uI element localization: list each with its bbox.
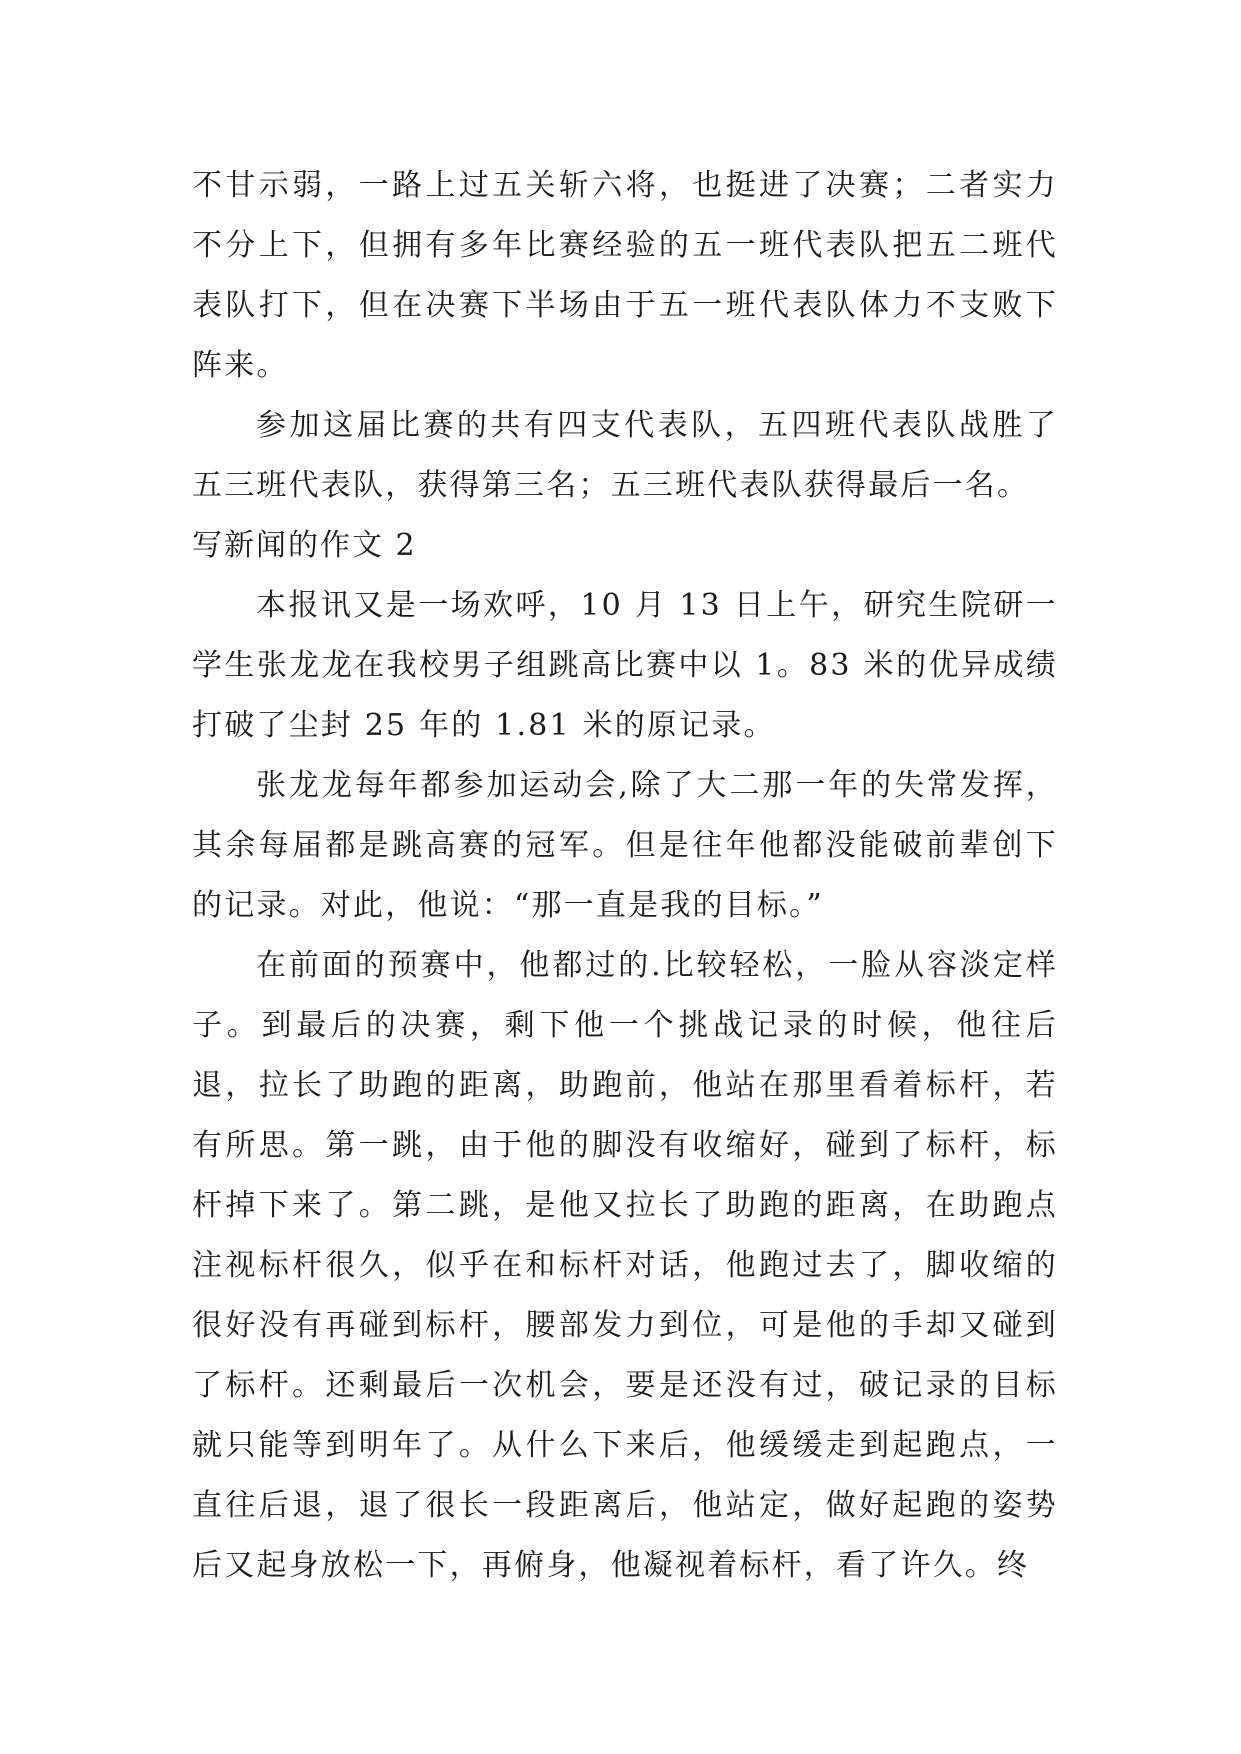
document-body: [192, 156, 1058, 1596]
paragraph-athlete-background: 张龙龙每年都参加运动会,除了大二那一年的失常发挥，其余每届都是跳高赛的冠军。但是往年他都没能破前辈创下的记录。对此，他说：“那一直是我的目标。”: [192, 768, 1058, 923]
paragraph-final-ranking: 参加这届比赛的共有四支代表队，五四班代表队战胜了五三班代表队，获得第三名；五三班代表队获得最后一名。: [192, 408, 1058, 503]
paragraph-competition-narrative: 在前面的预赛中，他都过的.比较轻松，一脸从容淡定样子。到最后的决赛，剩下他一个挑战记录的时候，他往后退，拉长了助跑的距离，助跑前，他站在那里看着标杆，若有所思。第一跳，由于他的脚没有收缩好，碰到了标杆，标杆掉下来了。第二跳，是他又拉长了助跑的距离，在助跑点注视标杆很久，似乎在和标杆对话，他跑过去了，脚收缩的很好没有再碰到标杆，腰部发力到位，可是他的手却又碰到了标杆。还剩最后一次机会，要是还没有过，破记录的目标就只能等到明年了。从什么下来后，他缓缓走到起跑点，一直往后退，退了很长一段距离后，他站定，做好起跑的姿势后又起身放松一下，再俯身，他凝视着标杆，看了许久。终: [192, 948, 1058, 1583]
essay-heading: 写新闻的作文 2: [192, 528, 417, 563]
paragraph-news-lead: 本报讯又是一场欢呼，10 月 13 日上午，研究生院研一学生张龙龙在我校男子组跳高比赛中以 1。83 米的优异成绩打破了尘封 25 年的 1.81 米的原记录。: [192, 588, 1058, 743]
paragraph-continued-match-result: 不甘示弱，一路上过五关斩六将，也挺进了决赛；二者实力不分上下，但拥有多年比赛经验的五一班代表队把五二班代表队打下，但在决赛下半场由于五一班代表队体力不支败下阵来。: [192, 168, 1058, 383]
